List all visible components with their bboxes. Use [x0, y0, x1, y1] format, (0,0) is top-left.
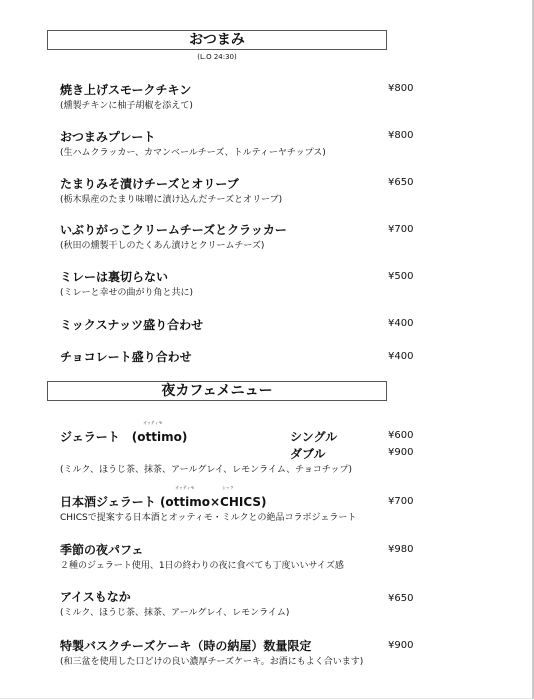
menu-item-price: ¥800 — [388, 130, 414, 141]
gelato-double-price: ¥900 — [388, 447, 414, 458]
menu-item-price: ¥800 — [388, 83, 414, 94]
menu-item-description: (生ハムクラッカー、カマンベールチーズ、トルティーヤチップス) — [60, 148, 326, 158]
menu-item-name: アイスもなか — [60, 590, 131, 604]
menu-item-description: (ミルク、ほうじ茶、抹茶、アールグレイ、レモンライム) — [60, 608, 290, 618]
sake-gelato-price: ¥700 — [388, 496, 414, 507]
menu-item-price: ¥400 — [388, 318, 414, 329]
last-order-note: (L.O 24:30) — [197, 53, 237, 61]
gelato-ruby: オッティモ — [143, 420, 163, 425]
gelato-description: (ミルク、ほうじ茶、抹茶、アールグレイ、レモンライム、チョコチップ) — [60, 465, 353, 475]
menu-item-name: おつまみプレート — [60, 130, 156, 144]
otsumami-section-title: おつまみ — [47, 30, 387, 50]
gelato-single-label: シングル — [290, 430, 338, 444]
menu-item-description: (和三盆を使用した口どけの良い濃厚チーズケーキ。お酒にもよく合います) — [60, 657, 364, 667]
cafe-section-title: 夜カフェメニュー — [47, 381, 387, 401]
menu-item-description: (ミレーと幸せの曲がり角と共に) — [60, 288, 194, 298]
menu-item-description: (秋田の燻製干しのたくあん漬けとクリームチーズ) — [60, 241, 265, 251]
menu-item-name: たまりみそ漬けチーズとオリーブ — [60, 177, 239, 191]
menu-item-name: 季節の夜パフェ — [60, 543, 144, 557]
gelato-name: ジェラート (ottimo) — [60, 430, 188, 444]
menu-item-name: 特製バスクチーズケーキ（時の納屋）数量限定 — [60, 639, 312, 653]
menu-item-price: ¥400 — [388, 351, 414, 362]
menu-item-price: ¥900 — [388, 640, 414, 651]
menu-item-name: 焼き上げスモークチキン — [60, 83, 192, 97]
menu-item-description: ２種のジェラート使用、1日の終わりの夜に食べても丁度いいサイズ感 — [60, 561, 344, 571]
sake-gelato-ruby-chics: シック — [222, 485, 234, 490]
menu-item-price: ¥700 — [388, 224, 414, 235]
menu-item-name: ミレーは裏切らない — [60, 270, 169, 284]
sake-gelato-description: CHICSで提案する日本酒とオッティモ・ミルクとの絶品コラボジェラート — [60, 513, 357, 523]
menu-item-price: ¥980 — [388, 544, 414, 555]
menu-item-price: ¥650 — [388, 593, 414, 604]
menu-item-price: ¥500 — [388, 271, 414, 282]
menu-item-name: チョコレート盛り合わせ — [60, 350, 192, 364]
menu-item-description: (燻製チキンに柚子胡椒を添えて) — [60, 101, 193, 111]
menu-item-price: ¥650 — [388, 177, 414, 188]
sake-gelato-ruby-ottimo: オッティモ — [175, 485, 195, 490]
gelato-single-price: ¥600 — [388, 430, 414, 441]
sake-gelato-name: 日本酒ジェラート (ottimo×CHICS) — [60, 495, 267, 509]
menu-item-name: いぶりがっこクリームチーズとクラッカー — [60, 223, 287, 237]
menu-item-name: ミックスナッツ盛り合わせ — [60, 318, 204, 332]
menu-item-description: (栃木県産のたまり味噌に漬け込んだチーズとオリーブ) — [60, 195, 283, 205]
gelato-double-label: ダブル — [290, 447, 326, 461]
